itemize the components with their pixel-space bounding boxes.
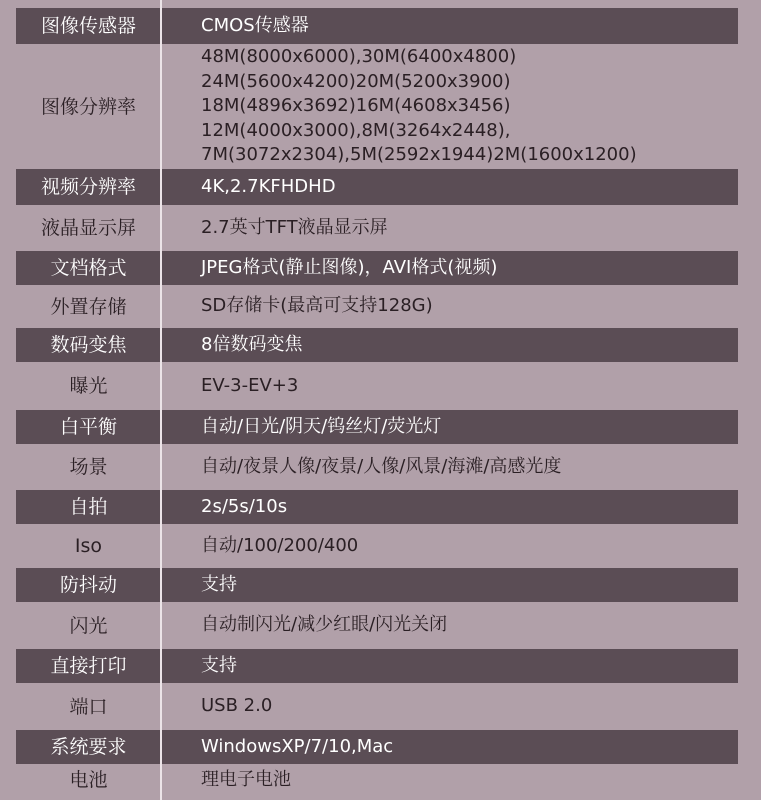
spec-row — [16, 328, 738, 362]
spec-label: 自拍 — [69, 496, 108, 518]
spec-value-line: 自动/100/200/400 — [201, 534, 359, 556]
spec-value — [161, 735, 738, 760]
spec-value-line: 支持 — [201, 654, 237, 676]
spec-value-line: 2.7英寸TFT液晶显示屏 — [201, 216, 388, 238]
spec-value-line: 理电子电池 — [201, 768, 291, 790]
spec-value — [161, 333, 738, 358]
spec-value-line: EV-3-EV+3 — [201, 374, 299, 396]
column-divider — [160, 0, 162, 800]
spec-value — [161, 45, 738, 168]
spec-row — [16, 524, 738, 568]
spec-label: 端口 — [69, 695, 108, 718]
spec-row — [16, 602, 738, 649]
spec-label: 图像分辨率 — [40, 95, 136, 118]
spec-value-line: WindowsXP/7/10,Mac — [201, 735, 394, 757]
spec-value-line: SD存储卡(最高可支持128G) — [201, 295, 433, 317]
spec-row — [16, 251, 738, 285]
spec-value — [161, 14, 738, 39]
spec-label: 电池 — [69, 769, 108, 791]
spec-table — [16, 0, 738, 800]
spec-row — [16, 649, 738, 683]
spec-label: 闪光 — [69, 614, 108, 637]
spec-label: 文档格式 — [50, 257, 127, 279]
spec-row — [16, 362, 738, 410]
spec-label: 图像传感器 — [40, 15, 136, 37]
spec-row — [16, 683, 738, 730]
spec-label: 直接打印 — [50, 655, 127, 677]
spec-label: Iso — [74, 535, 103, 557]
spec-value — [161, 294, 738, 319]
spec-value — [161, 534, 738, 559]
spec-label: 视频分辨率 — [40, 176, 136, 198]
spec-value — [161, 415, 738, 440]
spec-label: 数码变焦 — [50, 334, 127, 356]
spec-value — [161, 216, 738, 241]
spec-label: 外置存储 — [50, 295, 127, 318]
spec-value — [161, 613, 738, 638]
spec-row — [16, 169, 738, 205]
spec-value-line: 2s/5s/10s — [201, 495, 288, 517]
spec-value-line: 48M(8000x6000),30M(6400x4800) — [201, 46, 517, 68]
spec-label: 曝光 — [69, 375, 108, 397]
spec-label: 系统要求 — [50, 736, 127, 758]
spec-value-line: JPEG格式(静止图像)，AVI格式(视频) — [201, 256, 498, 278]
spec-row — [16, 205, 738, 251]
spec-value-line: USB 2.0 — [201, 695, 273, 717]
spec-value — [161, 256, 738, 281]
spec-value — [161, 175, 738, 200]
spec-value — [161, 573, 738, 598]
spec-row — [16, 444, 738, 490]
spec-value-line: 7M(3072x2304),5M(2592x1944)2M(1600x1200) — [201, 144, 637, 166]
spec-value — [161, 455, 738, 480]
spec-value-line: CMOS传感器 — [201, 14, 309, 36]
spec-value-line: 自动/日光/阴天/钨丝灯/荧光灯 — [201, 415, 442, 437]
spec-value-line: 自动/夜景人像/夜景/人像/风景/海滩/高感光度 — [201, 455, 562, 477]
spec-row — [16, 285, 738, 328]
spec-label: 场景 — [69, 456, 108, 478]
spec-value-line: 18M(4896x3692)16M(4608x3456) — [201, 95, 511, 117]
spec-row — [16, 568, 738, 602]
spec-value — [161, 768, 738, 793]
spec-row — [16, 764, 738, 796]
spec-value — [161, 654, 738, 679]
spec-label: 白平衡 — [59, 416, 117, 438]
spec-value-line: 自动制闪光/减少红眼/闪光关闭 — [201, 614, 448, 636]
spec-row — [16, 8, 738, 44]
spec-row — [16, 730, 738, 764]
spec-label: 液晶显示屏 — [40, 217, 136, 239]
spec-value-line: 8倍数码变焦 — [201, 333, 303, 355]
spec-row — [16, 44, 738, 169]
spec-value — [161, 694, 738, 719]
spec-value — [161, 495, 738, 520]
spec-value-line: 4K,2.7KFHDHD — [201, 175, 336, 197]
spec-value-line: 支持 — [201, 573, 237, 595]
spec-value — [161, 374, 738, 399]
spec-row — [16, 490, 738, 524]
spec-label: 防抖动 — [59, 574, 117, 596]
spec-value-line: 12M(4000x3000),8M(3264x2448), — [201, 119, 511, 141]
spec-row — [16, 410, 738, 444]
spec-value-line: 24M(5600x4200)20M(5200x3900) — [201, 70, 511, 92]
